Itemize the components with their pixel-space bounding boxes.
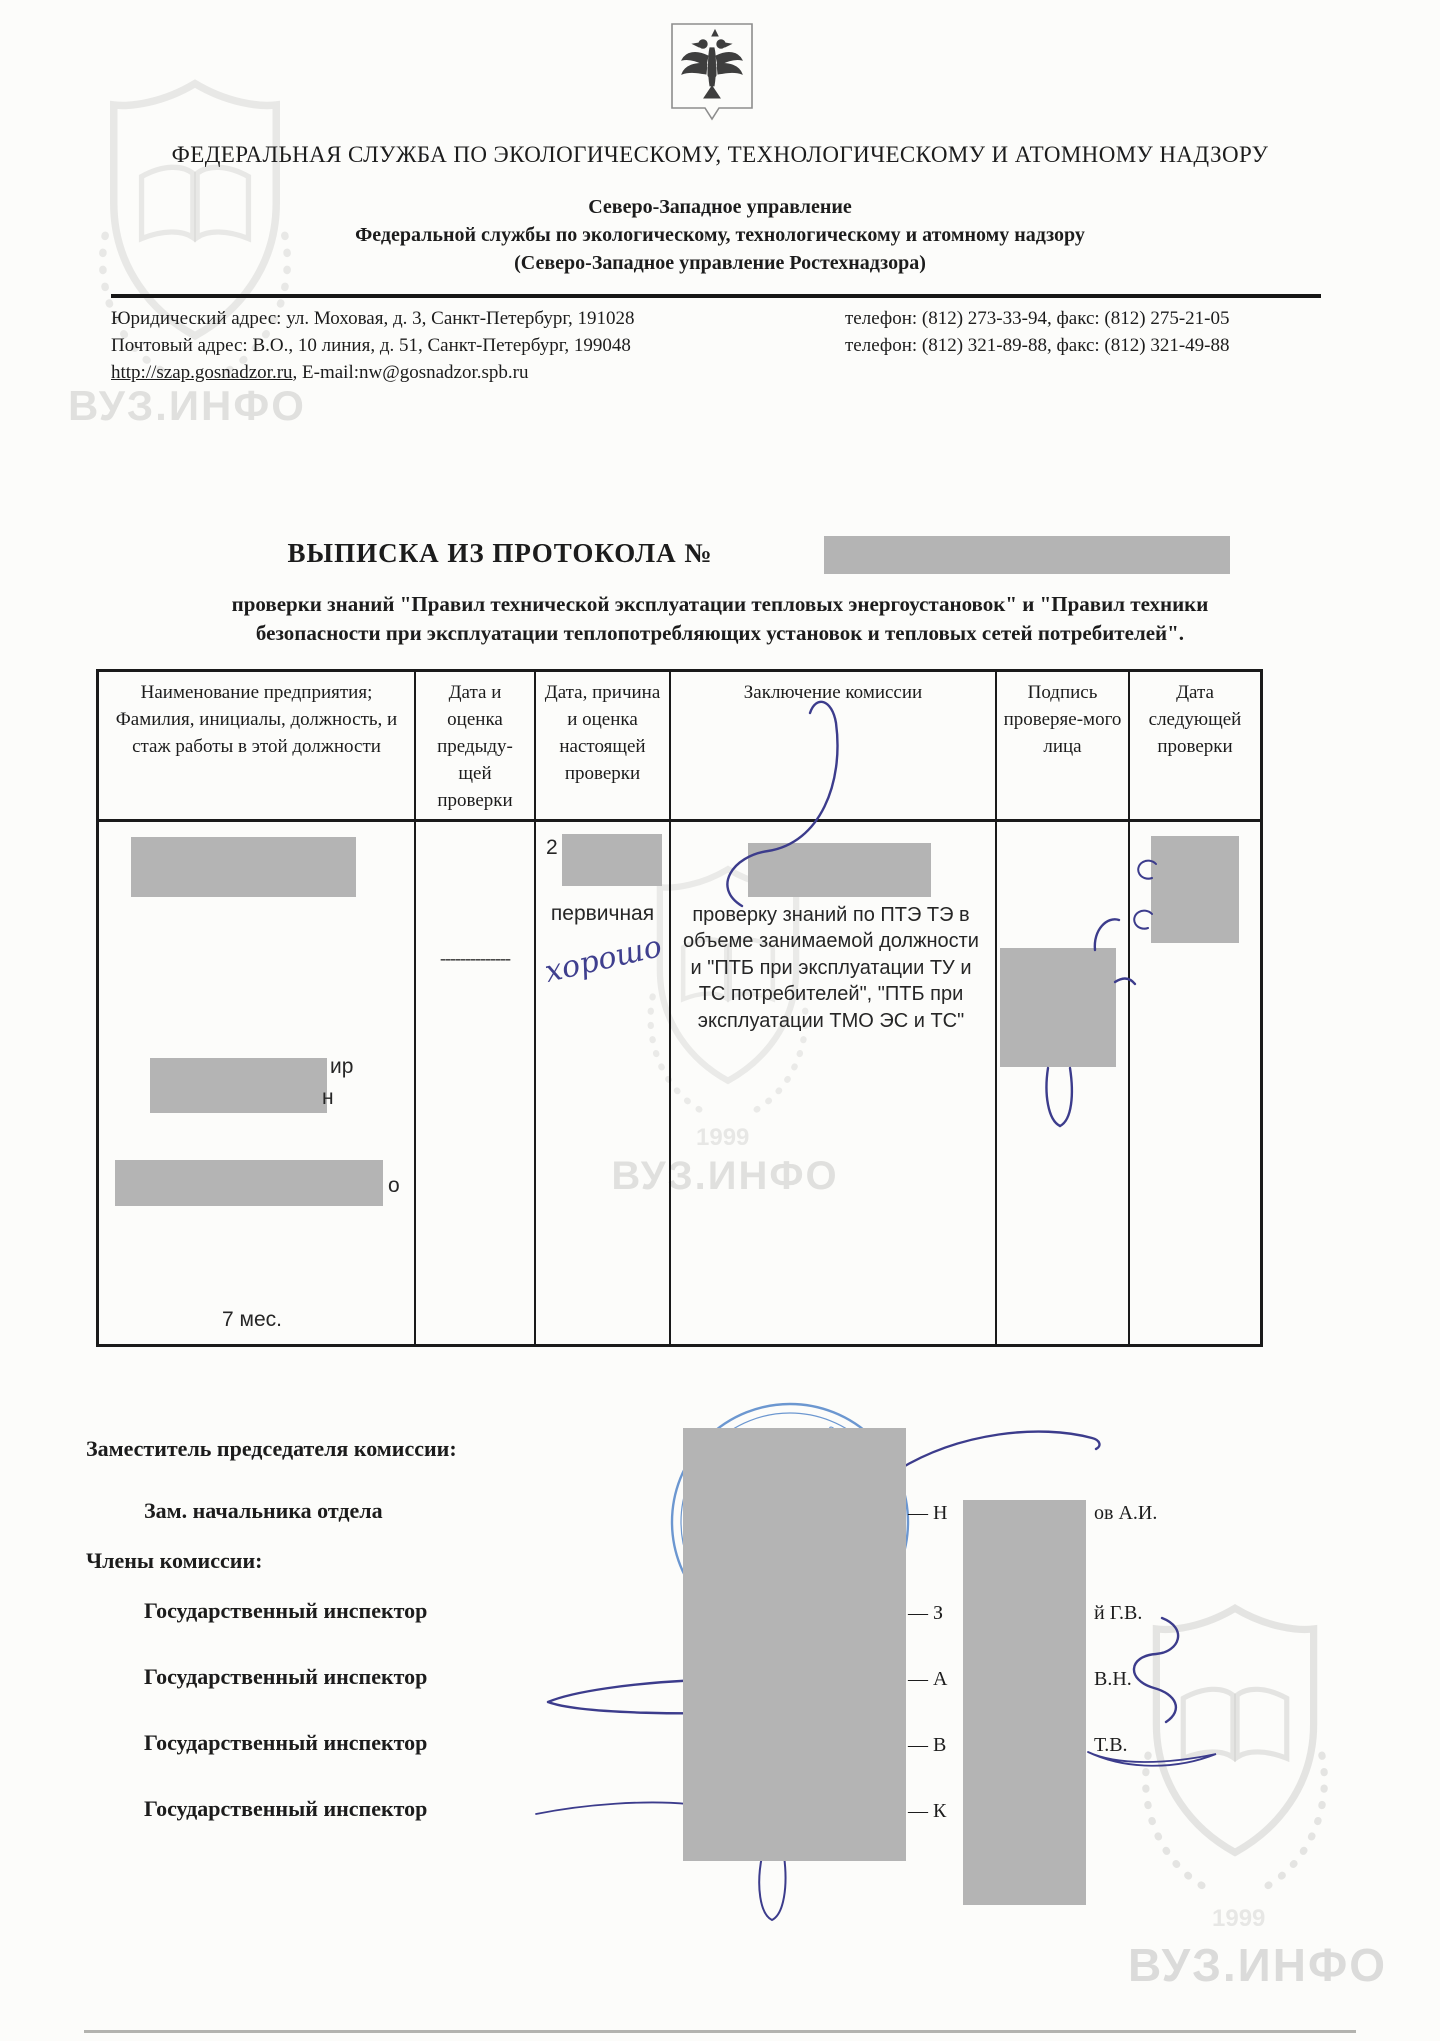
name-left-fragment-0: — Н [908, 1502, 948, 1524]
members-heading: Члены комиссии: [86, 1548, 263, 1573]
table-cell-current-check [536, 822, 671, 1344]
subtitle-line-1: проверки знаний "Правил технической эксплуатации тепловых энергоустановок" и "Правил техники [231, 592, 1209, 616]
check-reason: первичная [550, 902, 655, 925]
table-cell-next-check-date [1130, 822, 1260, 1344]
redaction-signatures-left [683, 1428, 906, 1861]
name-left-fragment-4: — К [908, 1800, 947, 1822]
watermark-brand-top-left: ВУЗ.ИНФО [68, 382, 306, 429]
table-cell-enterprise [99, 822, 416, 1344]
watermark-year-bottom-right: 1999 [1212, 1905, 1266, 1932]
signature-role-2: Государственный инспектор [144, 1664, 428, 1689]
name-right-fragment-0: ов А.И. [1094, 1502, 1158, 1524]
redaction-conclusion-top [748, 843, 931, 897]
watermark-brand-center: ВУЗ.ИНФО [611, 1154, 839, 1198]
redaction-position [115, 1160, 383, 1206]
knowledge-check-table [96, 669, 1263, 1347]
watermark-brand-bottom-right: ВУЗ.ИНФО [1128, 1939, 1388, 1991]
header-divider-rule [111, 294, 1321, 298]
table-header-current-check: Дата, причина и оценка настоящей проверки [536, 672, 671, 822]
experience-value: 7 мес. [222, 1308, 282, 1331]
table-header-enterprise: Наименование предприятия; Фамилия, инициалы, должность, и стаж работы в этой должности [99, 672, 416, 822]
conclusion-text: проверку знаний по ПТЭ ТЭ в объеме занимаемой должности и "ПТБ при эксплуатации ТУ и ТС потребителей", "ПТБ при эксплуатации ТМО ЭС и ТС" [683, 904, 979, 1032]
coat-of-arms-icon [670, 22, 754, 122]
department-line-1: Северо-Западное управление [588, 196, 852, 218]
name-right-fragment-2: В.Н. [1094, 1668, 1132, 1690]
name-fragment-1: ир [330, 1055, 354, 1078]
name-left-fragment-1: — З [908, 1602, 944, 1624]
handwritten-grade: хорошо [541, 929, 666, 990]
redaction-enterprise-name [131, 837, 356, 897]
watermark-shield-bottom-right [1095, 1600, 1375, 1900]
current-check-date-digit: 2 [546, 836, 558, 859]
website-email-line [111, 362, 529, 384]
redaction-protocol-number [824, 536, 1230, 574]
redaction-next-check-date [1151, 836, 1239, 943]
subtitle-line-2: безопасности при эксплуатации теплопотребляющих установок и тепловых сетей потребителей". [255, 621, 1185, 645]
scan-edge-artifact [84, 2030, 1356, 2033]
name-left-fragment-3: — В [908, 1734, 947, 1756]
phone-fax-line-2: телефон: (812) 321-89-88, факс: (812) 321-49-88 [845, 335, 1230, 356]
table-cell-previous-check [416, 822, 536, 1344]
previous-check-dashes: -------------- [440, 948, 510, 968]
legal-address: Юридический адрес: ул. Моховая, д. 3, Санкт-Петербург, 191028 [111, 308, 635, 329]
table-header-previous-check: Дата и оценка предыду-щей проверки [416, 672, 536, 822]
table-header-signature: Подпись проверяе-мого лица [997, 672, 1130, 822]
department-line-2: Федеральной службы по экологическому, технологическому и атомному надзору [355, 224, 1085, 246]
document-title: ВЫПИСКА ИЗ ПРОТОКОЛА № [287, 538, 713, 568]
website-url: http://szap.gosnadzor.ru [111, 362, 293, 383]
table-cell-signature [997, 822, 1130, 1344]
agency-name-line: ФЕДЕРАЛЬНАЯ СЛУЖБА ПО ЭКОЛОГИЧЕСКОМУ, ТЕХНОЛОГИЧЕСКОМУ И АТОМНОМУ НАДЗОРУ [171, 142, 1269, 167]
redaction-current-check-date [562, 834, 662, 886]
position-fragment: о [388, 1174, 400, 1197]
postal-address: Почтовый адрес: В.О., 10 линия, д. 51, Санкт-Петербург, 199048 [111, 335, 631, 356]
phone-fax-line-1: телефон: (812) 273-33-94, факс: (812) 275-21-05 [845, 308, 1230, 329]
name-left-fragment-2: — А [908, 1668, 948, 1690]
table-cell-conclusion [671, 822, 997, 1344]
name-right-fragment-1: й Г.В. [1094, 1602, 1143, 1624]
deputy-chair-heading: Заместитель председателя комиссии: [86, 1436, 457, 1461]
name-fragment-2: н [322, 1086, 334, 1109]
redaction-person-name [150, 1058, 327, 1113]
table-header-commission-conclusion: Заключение комиссии [671, 672, 997, 822]
name-right-fragment-3: Т.В. [1094, 1734, 1128, 1756]
redaction-signature [1000, 948, 1116, 1067]
signature-role-4: Государственный инспектор [144, 1796, 428, 1821]
department-line-3: (Северо-Западное управление Ростехнадзора) [514, 252, 926, 274]
redaction-signatures-right [963, 1500, 1086, 1905]
table-header-next-check-date: Дата следующей проверки [1130, 672, 1260, 822]
email-address: , E-mail:nw@gosnadzor.spb.ru [292, 362, 529, 383]
signature-role-1: Государственный инспектор [144, 1598, 428, 1623]
signature-role-3: Государственный инспектор [144, 1730, 428, 1755]
watermark-year-center: 1999 [696, 1124, 750, 1151]
signature-role-0: Зам. начальника отдела [144, 1498, 383, 1523]
